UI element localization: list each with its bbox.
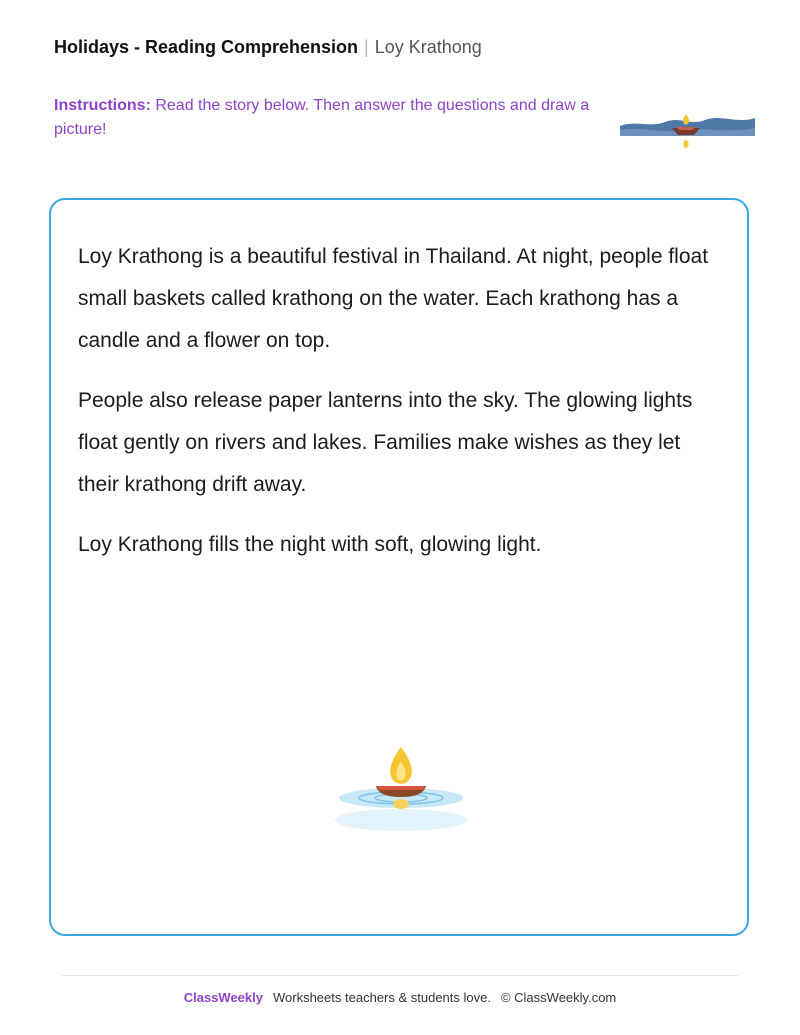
footer-copyright: © ClassWeekly.com	[500, 990, 617, 1005]
footer-brand[interactable]: ClassWeekly	[183, 990, 263, 1005]
page-header	[54, 37, 482, 58]
title-separator: |	[364, 37, 369, 57]
instructions-lead: Instructions:	[54, 97, 151, 114]
story-paragraph: Loy Krathong is a beautiful festival in Thailand. At night, people float small baskets called krathong on the water. Each krathong has a candle and a flower on top.	[78, 245, 709, 352]
floating-candle-icon	[331, 735, 471, 835]
story-box	[49, 198, 749, 936]
krathong-on-river-icon	[620, 108, 755, 156]
footer-tagline: Worksheets teachers & students love.	[272, 990, 491, 1005]
instructions-text: Read the story below. Then answer the questions and draw a picture!	[54, 97, 590, 138]
footer	[0, 990, 800, 1005]
footer-divider	[62, 975, 738, 976]
page-subtitle: Loy Krathong	[374, 37, 482, 57]
story-paragraph: People also release paper lanterns into the sky. The glowing lights float gently on rivers and lakes. Families make wishes as they let their krathong drift away.	[78, 389, 693, 496]
story-text	[78, 236, 718, 584]
page-title: Holidays - Reading Comprehension	[54, 37, 359, 57]
story-paragraph: Loy Krathong fills the night with soft, glowing light.	[78, 533, 542, 556]
instructions	[54, 94, 614, 142]
